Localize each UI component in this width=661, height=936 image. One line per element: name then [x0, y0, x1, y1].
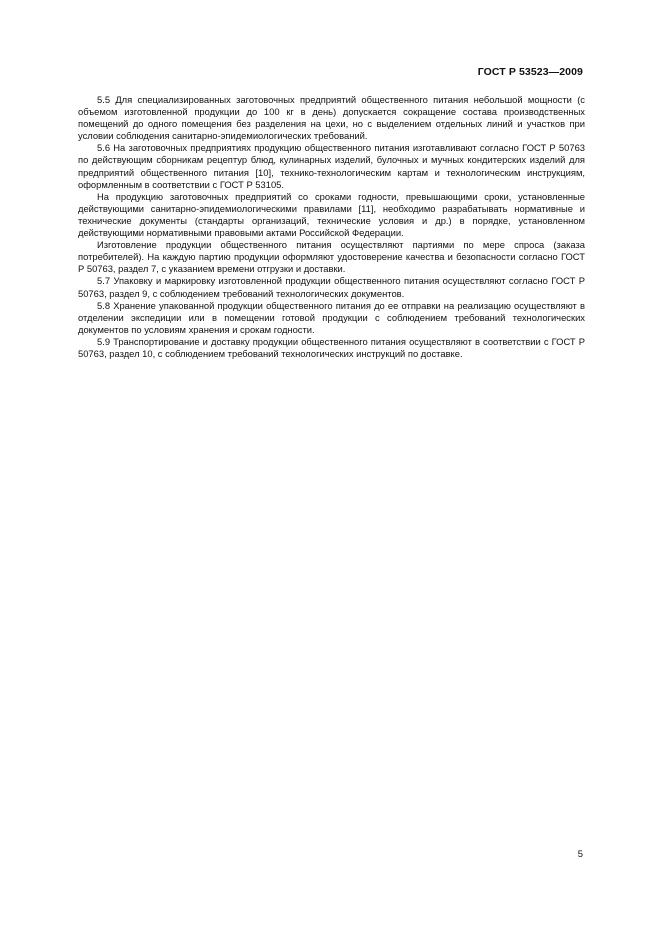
document-code-header: ГОСТ Р 53523—2009	[477, 66, 583, 78]
paragraph-5-5: 5.5 Для специализированных заготовочных предприятий общественного питания небольшой мощности (с объемом изготовленной продукции до 100 кг в день) допускается сокращение состава производственных помещений до одного помещения без разделения на цехи, но с выделением отдельных линий и участков при условии соблюдения санитарно-эпидемиологических требований.	[78, 94, 585, 142]
paragraph-shelf-life: На продукцию заготовочных предприятий со сроками годности, превышающими сроки, установленные действующими санитарно-эпидемиологическими правилами [11], необходимо разрабатывать нормативные и технические документы (стандарты организаций, технические условия и др.) в порядке, установленном действующими нормативными правовыми актами Российской Федерации.	[78, 190, 585, 239]
document-body	[78, 94, 585, 360]
paragraph-5-7: 5.7 Упаковку и маркировку изготовленной продукции общественного питания осуществляют согласно ГОСТ Р 50763, раздел 9, с соблюдением требований технологических документов.	[78, 275, 585, 299]
paragraph-5-8: 5.8 Хранение упакованной продукции общественного питания до ее отправки на реализацию осуществляют в отделении экспедиции или в помещении готовой продукции с соблюдением требований технологических документов по условиям хранения и срокам годности.	[78, 299, 585, 335]
page-number: 5	[577, 848, 583, 859]
paragraph-5-9: 5.9 Транспортирование и доставку продукции общественного питания осуществляют в соответствии с ГОСТ Р 50763, раздел 10, с соблюдением требований технологических инструкций по доставке.	[78, 335, 585, 359]
paragraph-batch-production: Изготовление продукции общественного питания осуществляют партиями по мере спроса (заказа потребителей). На каждую партию продукции оформляют удостоверение качества и безопасности согласно ГОСТ Р 50763, раздел 7, с указанием времени отгрузки и доставки.	[78, 239, 585, 275]
paragraph-5-6: 5.6 На заготовочных предприятиях продукцию общественного питания изготавливают согласно ГОСТ Р 50763 по действующим сборникам рецептур блюд, кулинарных изделий, булочных и мучных кондитерских изделий для предприятий общественного питания [10], технико-технологическим картам и технологическим инструкциям, оформленным в соответствии с ГОСТ Р 53105.	[78, 142, 585, 190]
